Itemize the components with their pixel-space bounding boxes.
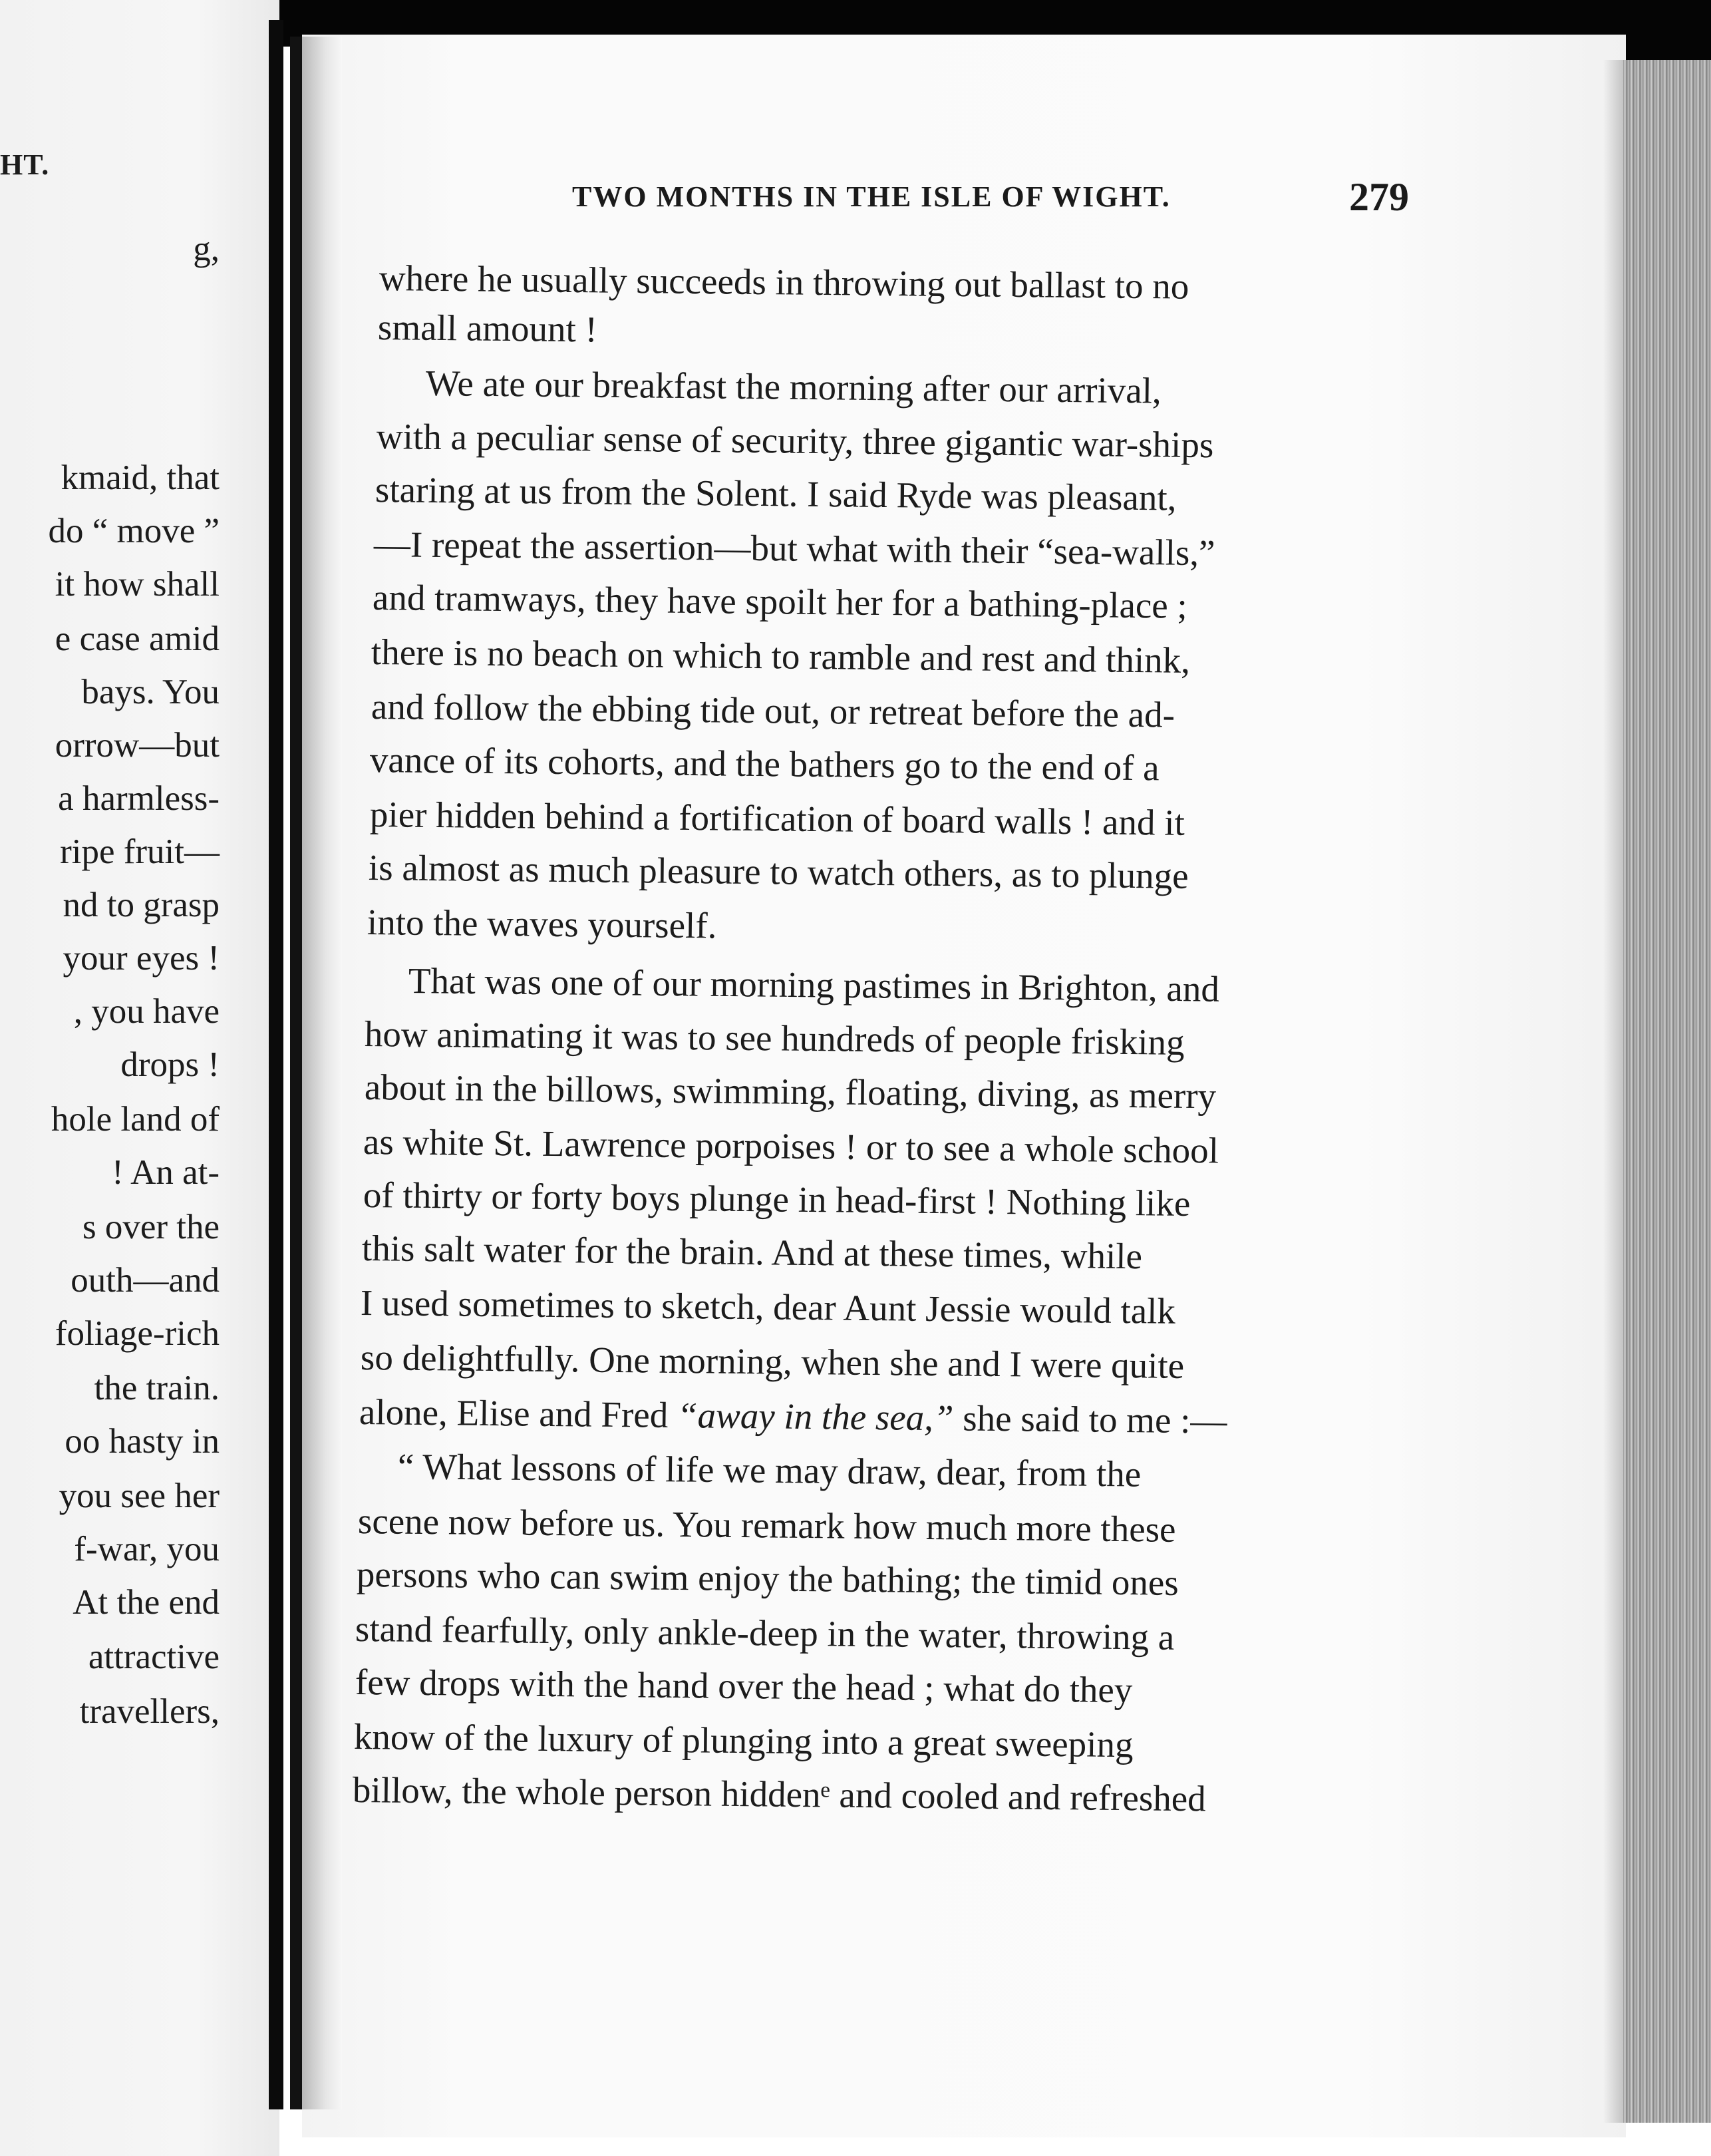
text-line: of thirty or forty boys plunge in head-first ! Nothing like	[363, 1174, 1191, 1224]
left-line: attractive	[88, 1638, 220, 1676]
italic-quote: “away in the sea,”	[677, 1395, 954, 1439]
text-line: know of the luxury of plunging into a great sweeping	[353, 1716, 1134, 1765]
text-line: few drops with the hand over the head ; what do they	[355, 1662, 1133, 1711]
text-line: and tramways, they have spoilt her for a bathing-place ;	[372, 577, 1188, 626]
text-line: stand fearfully, only ankle-deep in the water, throwing a	[355, 1608, 1175, 1658]
text-line: this salt water for the brain. And at these times, while	[361, 1228, 1143, 1277]
left-line: s over the	[82, 1208, 220, 1246]
text-line: how animating it was to see hundreds of people frisking	[364, 1013, 1185, 1063]
text-line-end: she said to me :—	[953, 1397, 1227, 1441]
text-line: vance of its cohorts, and the bathers go to the end of a	[369, 739, 1160, 789]
running-head: TWO MONTHS IN THE ISLE OF WIGHT.	[572, 180, 1171, 213]
left-line: ripe fruit—	[60, 832, 220, 871]
left-line: you see her	[59, 1477, 220, 1515]
left-line: outh—and	[71, 1261, 220, 1300]
text-line: —I repeat the assertion—but what with their “sea-walls,”	[373, 524, 1215, 574]
left-line: it how shall	[55, 565, 220, 604]
left-line: bays. You	[81, 673, 220, 711]
text-line: scene now before us. You remark how much more these	[357, 1501, 1176, 1550]
left-line: a harmless-	[58, 779, 220, 818]
left-line: nd to grasp	[63, 886, 220, 924]
left-line: foliage-rich	[55, 1314, 220, 1353]
text-line: is almost as much pleasure to watch others, as to plunge	[368, 847, 1189, 896]
left-line: do “ move ”	[48, 512, 220, 550]
text-line: so delightfully. One morning, when she and I were quite	[360, 1337, 1185, 1386]
text-line: I used sometimes to sketch, dear Aunt Jessie would talk	[360, 1282, 1176, 1332]
left-line: f-war, you	[74, 1530, 220, 1568]
text-line: “ What lessons of life we may draw, dear, from the	[397, 1446, 1142, 1495]
text-line: with a peculiar sense of security, three gigantic war-ships	[376, 416, 1214, 466]
left-line: oo hasty in	[65, 1422, 220, 1461]
left-page	[0, 0, 279, 2156]
gutter-shadow	[302, 37, 342, 2109]
text-line-start: alone, Elise and Fred	[359, 1391, 669, 1435]
left-line: the train.	[94, 1369, 220, 1407]
left-line: drops !	[120, 1045, 220, 1084]
text-line: into the waves yourself.	[367, 902, 717, 946]
text-line: That was one of our morning pastimes in Brighton, and	[408, 960, 1220, 1009]
text-line: billow, the whole person hiddenᵉ and cooled and refreshed	[352, 1769, 1207, 1819]
left-line: hole land of	[51, 1100, 220, 1139]
left-line: orrow—but	[55, 726, 220, 765]
left-line: travellers,	[79, 1692, 220, 1731]
text-line: persons who can swim enjoy the bathing; the timid ones	[356, 1554, 1179, 1603]
left-line: At the end	[73, 1583, 220, 1622]
book-gutter-inner	[290, 37, 302, 2109]
left-line: your eyes !	[63, 939, 220, 978]
left-running-head: HT.	[0, 148, 50, 181]
text-line: and follow the ebbing tide out, or retreat before the ad-	[371, 686, 1175, 735]
page-number: 279	[1349, 175, 1409, 219]
text-line: pier hidden behind a fortification of board walls ! and it	[369, 794, 1185, 843]
text-line: where he usually succeeds in throwing out ballast to no	[379, 258, 1189, 307]
book-gutter	[269, 20, 283, 2109]
page-edges-stack	[1623, 60, 1711, 2123]
text-line: We ate our breakfast the morning after our arrival,	[425, 363, 1162, 411]
text-line: about in the billows, swimming, floating, diving, as merry	[364, 1067, 1217, 1117]
text-line: small amount !	[377, 307, 598, 350]
text-line: staring at us from the Solent. I said Ryde was pleasant,	[375, 469, 1177, 518]
left-line: g,	[193, 230, 220, 268]
text-line: as white St. Lawrence porpoises ! or to see a whole school	[363, 1121, 1219, 1171]
left-line: ! An at-	[112, 1153, 220, 1192]
left-line: kmaid, that	[61, 458, 220, 497]
text-line: there is no beach on which to ramble and rest and think,	[371, 631, 1191, 681]
left-line: , you have	[73, 992, 220, 1031]
left-line: e case amid	[55, 620, 220, 658]
text-line	[359, 1393, 1227, 1439]
